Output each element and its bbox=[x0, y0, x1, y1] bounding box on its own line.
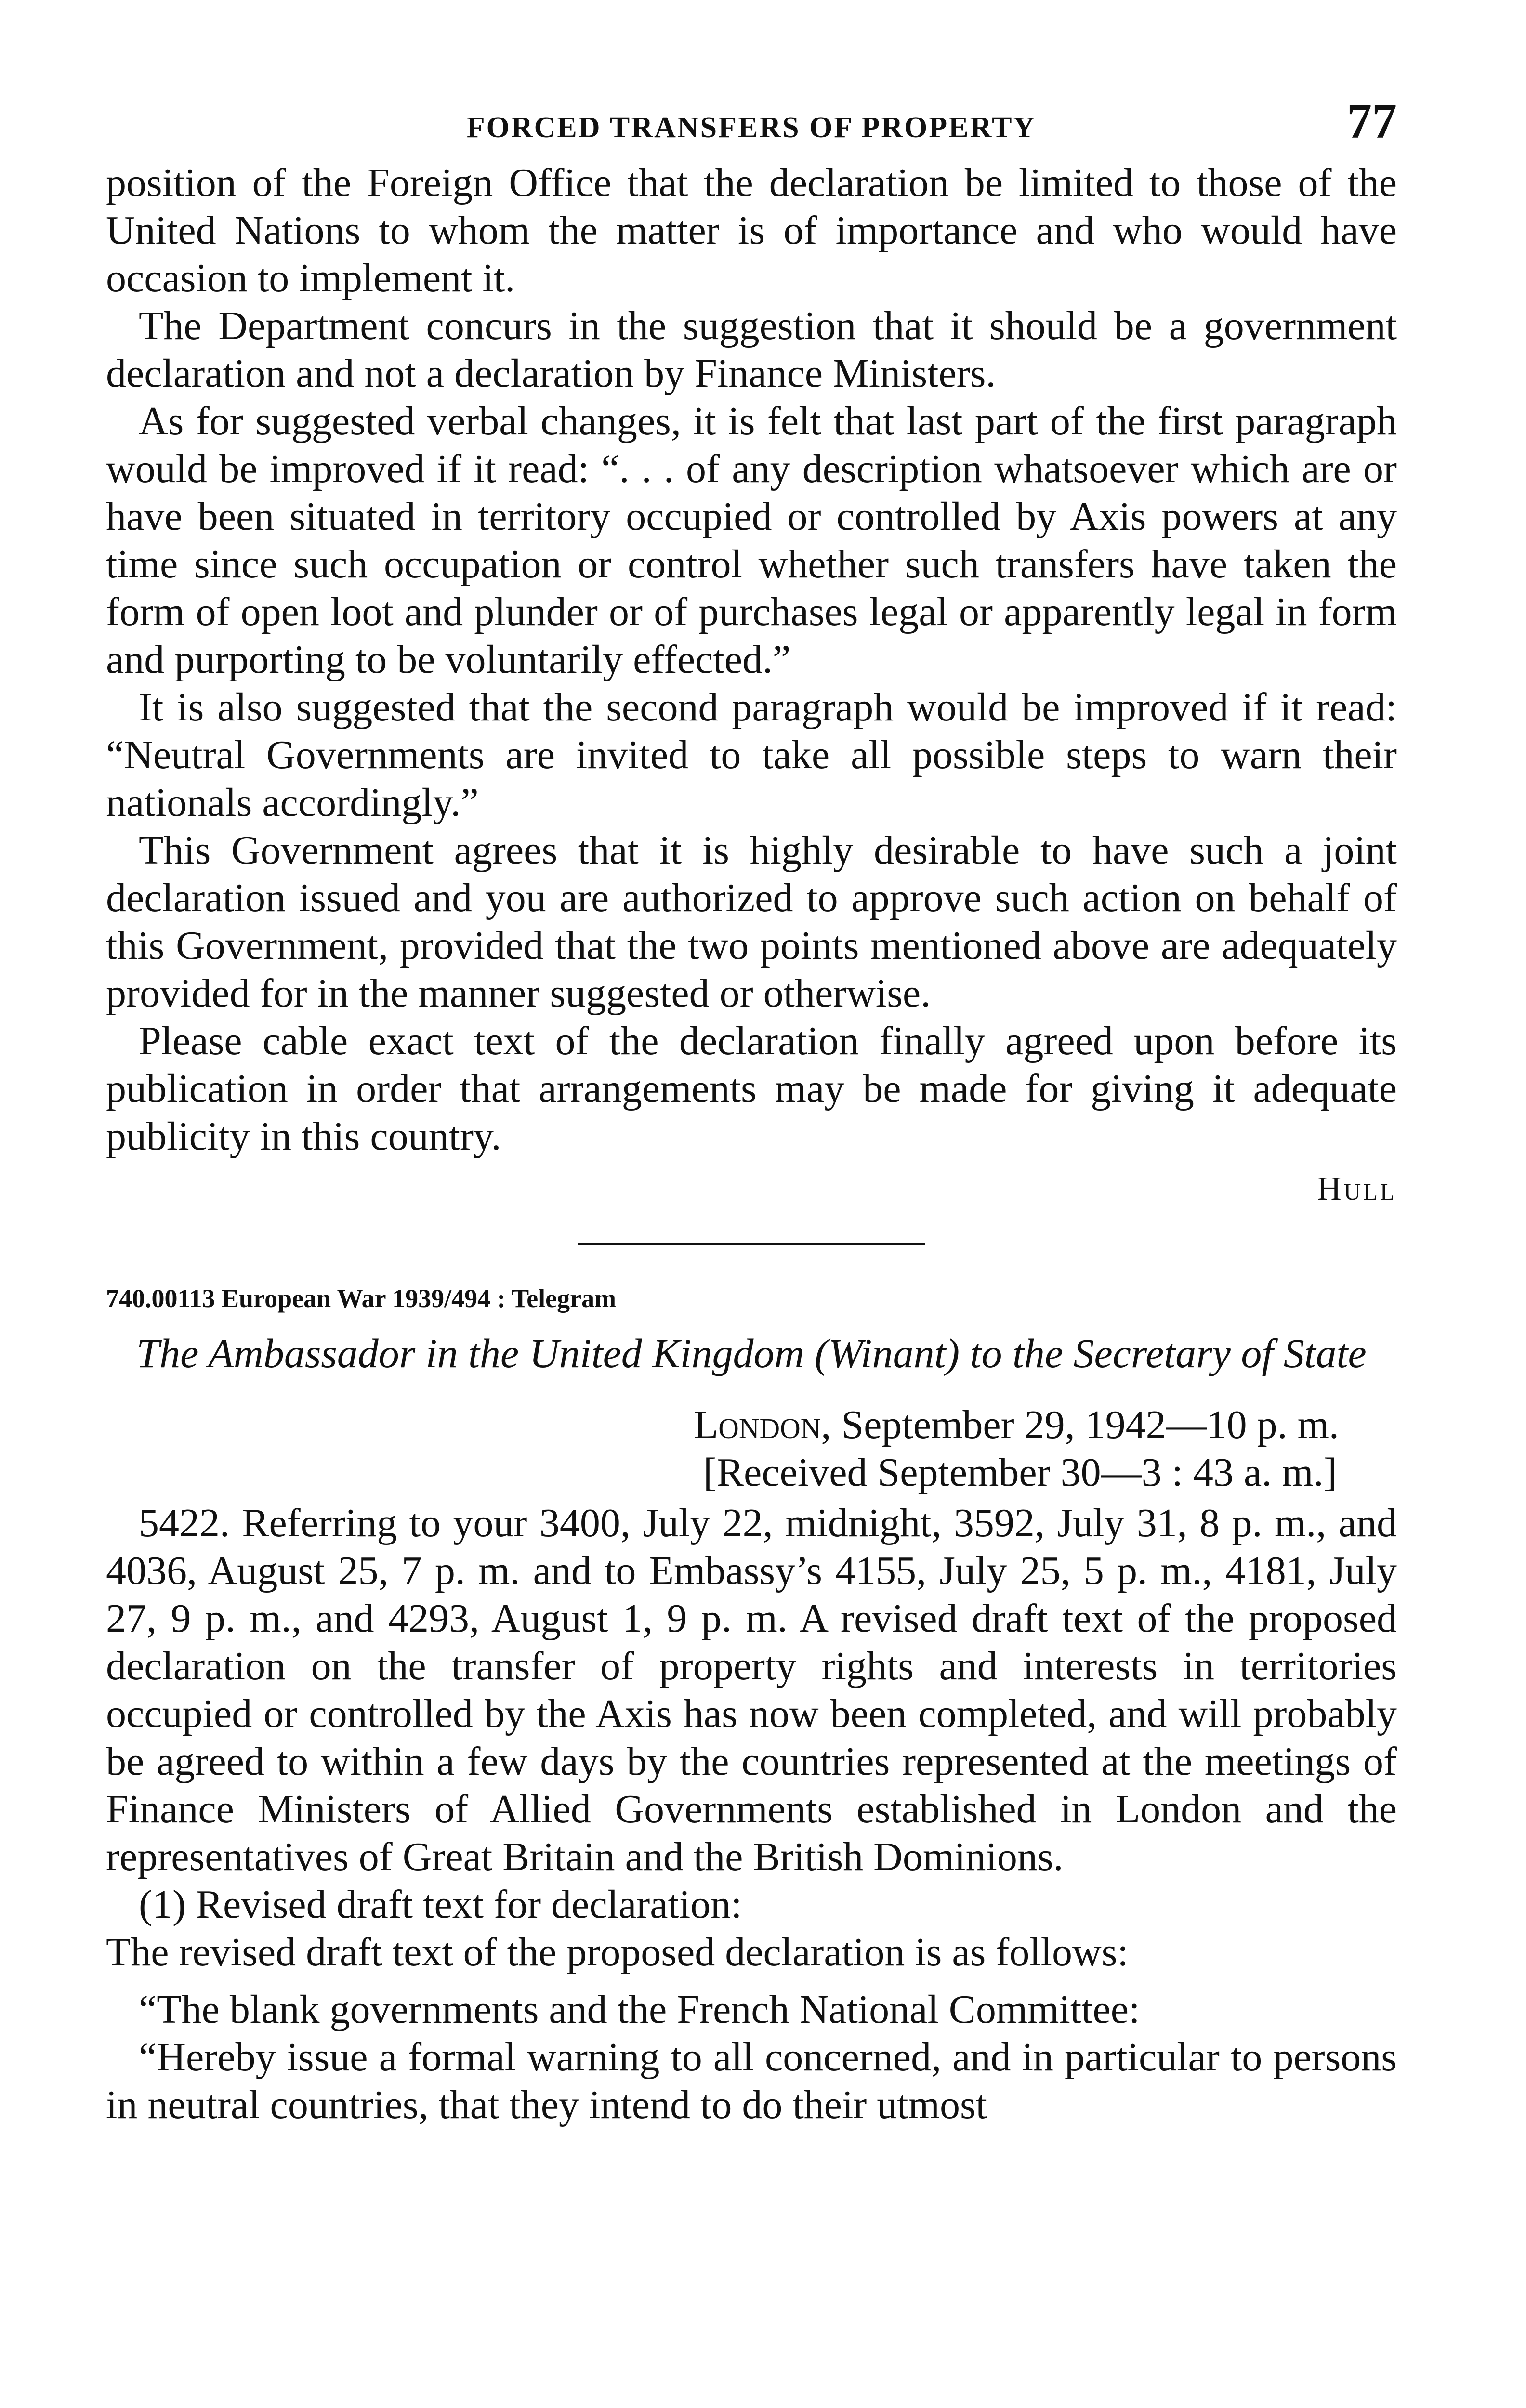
paragraph: The revised draft text of the proposed declaration is as follows: bbox=[106, 1930, 1129, 1975]
quoted-declaration bbox=[106, 1986, 1397, 2129]
paragraph: The Department concurs in the suggestion that it should be a government declaration and not a declaration by Finance Ministers. bbox=[106, 303, 1397, 396]
paragraph: 5422. Referring to your 3400, July 22, midnight, 3592, July 31, 8 p. m., and 4036, August 25, 7 p. m. and to Embassy’s 4155, July 25, 5 p. m., 4181, July 27, 9 p. m., and 4293, August 1, 9 p. m. A revised draft text of the proposed declaration on the transfer of property rights and interests in territories occupied or controlled by the Axis has now been completed, and will probably be agreed to within a few days by the countries represented at the meetings of Finance Ministers of Allied Governments established in London and the representatives of Great Britain and the British Dominions. bbox=[106, 1501, 1397, 1879]
instruction-letter bbox=[106, 159, 1397, 1213]
paragraph: position of the Foreign Office that the declaration be limited to those of the United Nations to whom the matter is of importance and who would have occasion to implement it. bbox=[106, 160, 1397, 301]
paragraph: This Government agrees that it is highly desirable to have such a joint declaration issued and you are authorized to approve such action on behalf of this Government, provided that the two points mentioned above are adequately provided for in the manner suggested or otherwise. bbox=[106, 828, 1397, 1016]
signature: Hull bbox=[1317, 1170, 1397, 1207]
dateline bbox=[694, 1401, 1397, 1449]
paragraph: As for suggested verbal changes, it is felt that last part of the first paragraph would be improved if it read: “. . . of any description whatsoever which are or have been situated in territory occupied or controlled by Axis powers at any time since such occupation or control whether such transfers have taken the form of open loot and plunder or of purchases legal or apparently legal in form and purporting to be voluntarily effected.” bbox=[106, 399, 1397, 682]
running-title: FORCED TRANSFERS OF PROPERTY bbox=[466, 111, 1037, 144]
paragraph: It is also suggested that the second paragraph would be improved if it read: “Neutral Governments are invited to take all possible steps to warn their nationals accordingly.” bbox=[106, 685, 1397, 825]
document-page bbox=[106, 82, 1397, 2129]
dateline-date: September 29, 1942—10 p. m. bbox=[831, 1402, 1339, 1447]
telegram-body bbox=[106, 1499, 1397, 2129]
file-reference: 740.00113 European War 1939/494 : Telegram bbox=[106, 1284, 617, 1313]
page-number: 77 bbox=[1347, 93, 1397, 149]
paragraph: (1) Revised draft text for declaration: bbox=[139, 1882, 742, 1927]
document-title: The Ambassador in the United Kingdom (Winant) to the Secretary of State bbox=[136, 1330, 1367, 1376]
quoted-paragraph: “The blank governments and the French National Committee: bbox=[139, 1987, 1140, 2032]
received-note: [Received September 30—3 : 43 a. m.] bbox=[703, 1450, 1337, 1495]
section-divider bbox=[578, 1243, 925, 1245]
dateline-place: London, bbox=[694, 1402, 831, 1447]
quoted-paragraph: “Hereby issue a formal warning to all concerned, and in particular to persons in neutral countries, that they intend to do their utmost bbox=[106, 2035, 1397, 2127]
paragraph: Please cable exact text of the declaration finally agreed upon before its publication in order that arrangements may be made for giving it adequate publicity in this country. bbox=[106, 1019, 1397, 1159]
page-header bbox=[106, 82, 1397, 159]
